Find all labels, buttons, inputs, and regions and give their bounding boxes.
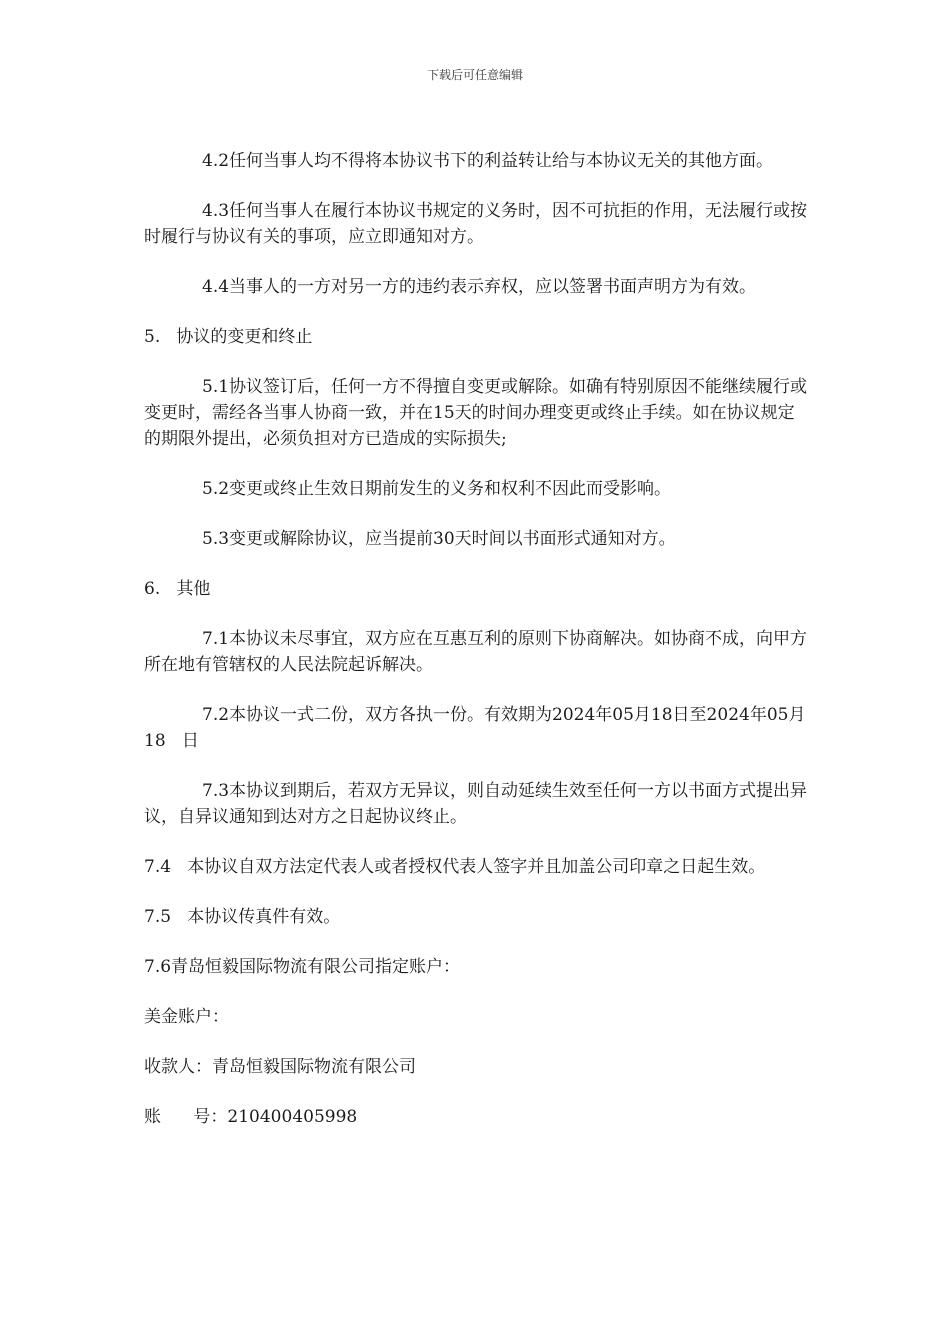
clause-4-4: 4.4当事人的一方对另一方的违约表示弃权，应以签署书面声明方为有效。 (202, 277, 757, 297)
section-5-heading: 5. 协议的变更和终止 (144, 327, 313, 347)
clause-7-3: 7.3本协议到期后，若双方无异议，则自动延续生效至任何一方以书面方式提出异议，自异议通知到达对方之日起协议终止。 (144, 781, 808, 827)
clause-5-3: 5.3变更或解除协议，应当提前30天时间以书面形式通知对方。 (202, 529, 676, 549)
clause-5-1: 5.1协议签订后，任何一方不得擅自变更或解除。如确有特别原因不能继续履行或变更时，需经各当事人协商一致，并在15天的时间办理变更或终止手续。如在协议规定的期限外提出，必须负担对方已造成的实际损失; (144, 377, 808, 449)
clause-7-1: 7.1本协议未尽事宜，双方应在互惠互利的原则下协商解决。如协商不成，向甲方所在地有管辖权的人民法院起诉解决。 (144, 629, 808, 675)
payee-line: 收款人：青岛恒毅国际物流有限公司 (144, 1057, 416, 1077)
clause-4-2: 4.2任何当事人均不得将本协议书下的利益转让给与本协议无关的其他方面。 (202, 151, 774, 171)
clause-4-3: 4.3任何当事人在履行本协议书规定的义务时，因不可抗拒的作用，无法履行或按时履行与协议有关的事项，应立即通知对方。 (144, 201, 808, 247)
clause-5-2: 5.2变更或终止生效日期前发生的义务和权利不因此而受影响。 (202, 479, 672, 499)
clause-7-2: 7.2本协议一式二份，双方各执一份。有效期为2024年05月18日至2024年05月18 日 (144, 705, 806, 751)
page-header: 下载后可任意编辑 (426, 68, 523, 82)
usd-account-label: 美金账户： (144, 1007, 229, 1027)
clause-7-4: 7.4 本协议自双方法定代表人或者授权代表人签字并且加盖公司印章之日起生效。 (144, 857, 766, 877)
clause-7-6: 7.6青岛恒毅国际物流有限公司指定账户： (144, 957, 461, 977)
clause-7-5: 7.5 本协议传真件有效。 (144, 907, 341, 927)
section-6-heading: 6. 其他 (144, 579, 211, 599)
document-body (144, 148, 808, 1154)
account-number-line: 账 号：210400405998 (144, 1107, 358, 1127)
